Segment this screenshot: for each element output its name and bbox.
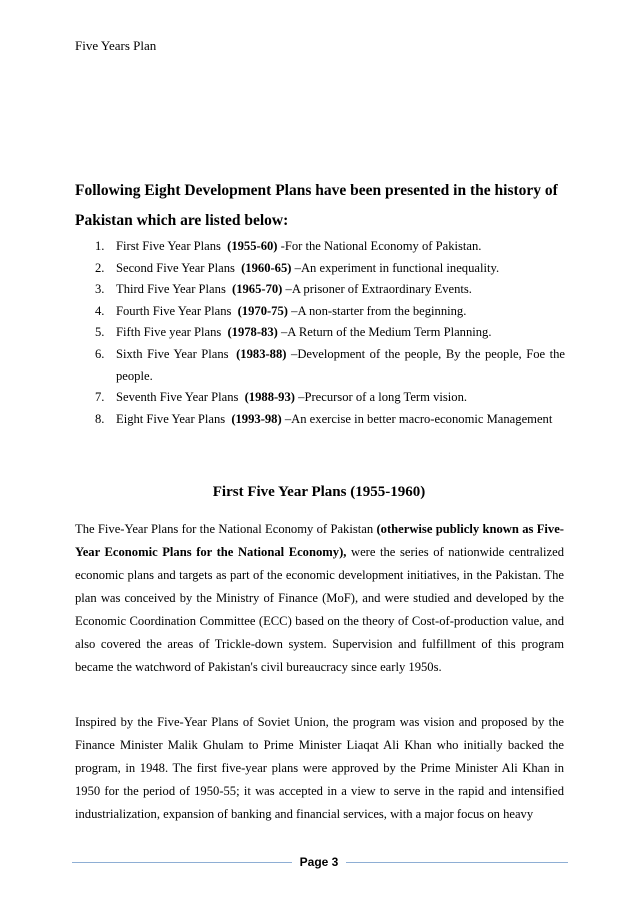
plan-years: (1988-93): [244, 390, 295, 405]
plan-description: –An experiment in functional inequality.: [294, 260, 500, 275]
list-number: 4.: [95, 303, 105, 318]
paragraph-2: Inspired by the Five-Year Plans of Soviet Union, the program was vision and proposed by the Finance Minister Malik Ghulam to Prime Minister Liaqat Ali Khan who initially backed the program, in 1948. The first five-year plans were approved by the Prime Minister Ali Khan in 1950 for the period of 1950-55; it was accepted in a view to serve in the rapid and intensified industrialization, expansion of banking and financial services, with a major focus on heavy: [75, 715, 564, 821]
list-number: 8.: [95, 411, 105, 426]
list-item: [75, 322, 565, 344]
paragraph-1-start: The Five-Year Plans for the National Economy of Pakistan: [75, 522, 377, 536]
plan-years: (1983-88): [236, 346, 287, 361]
list-item: [75, 387, 565, 409]
list-number: 7.: [95, 390, 105, 405]
plan-description: –A prisoner of Extraordinary Events.: [285, 282, 472, 297]
plans-list: [75, 236, 565, 430]
plan-label: Sixth Five Year Plans: [116, 346, 229, 361]
plan-years: (1960-65): [241, 260, 292, 275]
plan-description: –A non-starter from the beginning.: [291, 303, 467, 318]
page-number: Page 3: [299, 855, 339, 869]
list-item: [75, 236, 565, 258]
section-heading: Following Eight Development Plans have been presented in the history of Pakistan which are listed below:: [75, 182, 558, 229]
plan-description: –Development of the people, By the people, Foe the people.: [116, 346, 565, 383]
paragraph-1: [75, 518, 564, 679]
plan-label: Second Five Year Plans: [116, 260, 235, 275]
plan-years: (1970-75): [237, 303, 288, 318]
list-item: [75, 279, 565, 301]
plan-label: First Five Year Plans: [116, 239, 221, 253]
plan-label: Eight Five Year Plans: [116, 411, 226, 426]
paragraph-1-bold: (otherwise publicly known as Five-Year Economic Plans for the National Economy),: [75, 522, 564, 559]
plan-years: (1965-70): [232, 282, 283, 297]
list-item: [75, 258, 565, 280]
plan-label: Fourth Five Year Plans: [116, 303, 232, 318]
list-number: 3.: [95, 282, 105, 297]
plan-label: Seventh Five Year Plans: [116, 390, 239, 405]
plan-description: –Precursor of a long Term vision.: [298, 390, 468, 405]
paragraph-1-rest: were the series of nationwide centralized economic plans and targets as part of the economic development initiatives, in the Pakistan. The plan was conceived by the Ministry of Finance (MoF), and were studied and developed by the Economic Coordination Committee (ECC) based on the theory of Cost-of-production value, and also covered the areas of Trickle-down system. Supervision and fulfillment of this program became the watchword of Pakistan's civil bureaucracy since early 1950s.: [75, 545, 564, 674]
list-number: 2.: [95, 260, 105, 275]
list-number: 1.: [95, 239, 105, 253]
page-header: Five Years Plan: [75, 38, 157, 53]
plan-label: Fifth Five year Plans: [116, 325, 222, 340]
list-number: 6.: [95, 346, 105, 361]
plan-label: Third Five Year Plans: [116, 282, 226, 297]
plan-description: –A Return of the Medium Term Planning.: [280, 325, 492, 340]
plan-description: –An exercise in better macro-economic Management: [284, 411, 553, 426]
plan-years: (1978-83): [227, 325, 278, 340]
plan-years: (1955-60): [227, 239, 278, 253]
list-item: [75, 409, 565, 431]
list-item: [75, 344, 565, 387]
plan-years: (1993-98): [231, 411, 282, 426]
list-item: [75, 301, 565, 323]
list-number: 5.: [95, 325, 105, 340]
plan-description: -For the National Economy of Pakistan.: [280, 239, 482, 253]
section-title: First Five Year Plans (1955-1960): [212, 484, 426, 500]
